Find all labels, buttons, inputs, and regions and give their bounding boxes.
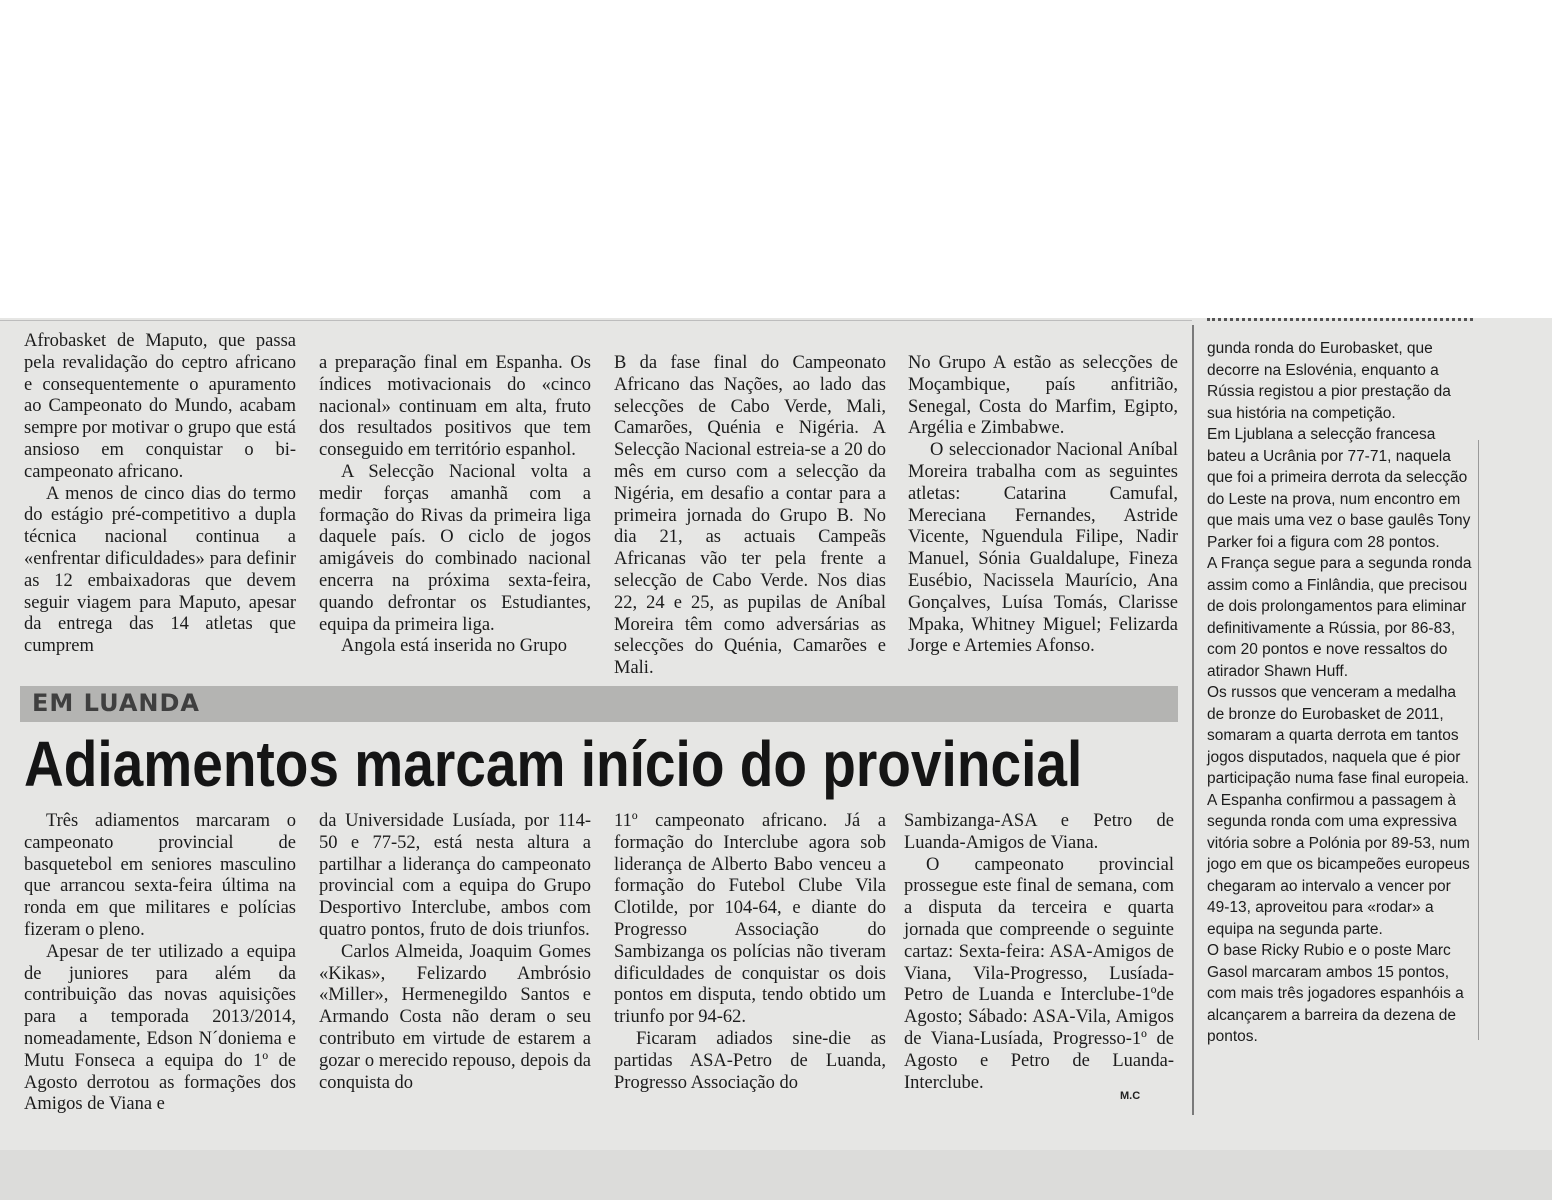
bottom-column-4 — [904, 811, 1174, 1094]
paragraph: No Grupo A estão as selecções de Moçambique, país anfitrião, Senegal, Costa do Marfim, Egipto, Argélia e Zimbabwe. — [908, 353, 1178, 439]
edge-divider — [1478, 440, 1479, 1040]
paragraph: a preparação final em Espanha. Os índices motivacionais do «cinco nacional» continuam em alta, fruto dos resultados positivos que tem conseguido em território espanhol. — [319, 353, 591, 461]
paragraph: Em Ljublana a selecção francesa bateu a Ucrânia por 77-71, naquela que foi a primeira derrota da selecção do Leste na prova, num encontro em que mais uma vez o base gaulês Tony Parker foi a figura com 28 pontos. — [1207, 426, 1471, 551]
paragraph: Carlos Almeida, Joaquim Gomes «Kikas», Felizardo Ambrósio «Miller», Hermenegildo Santos e Armando Costa não deram o seu contributo em virtude de estarem a gozar o merecido repouso, depois da conquista do — [319, 941, 591, 1093]
side-column — [1207, 338, 1475, 1048]
paragraph: A França segue para a segunda ronda assim como a Finlândia, que precisou de dois prolongamentos para eliminar definitivamente a Rússia, por 86-83, com 20 pontos e nove ressaltos do atirador Shawn Huff. — [1207, 555, 1472, 680]
paragraph: Afrobasket de Maputo, que passa pela revalidação do ceptro africano e consequentemente o apuramento ao Campeonato do Mundo, acabam sempre por motivar o grupo que está ansioso em conquistar o bi-campeonato africano. — [24, 331, 296, 482]
paragraph: B da fase final do Campeonato Africano das Nações, ao lado das selecções de Cabo Verde, Mali, Camarões, Quénia e Nigéria. A Selecção Nacional estreia-se a 20 do mês em curso com a selecção da Nigéria, em desafio a contar para a primeira jornada do Grupo B. No dia 21, as actuais Campeãs Africanas vão ter pela frente a selecção de Cabo Verde. Nos dias 22, 24 e 25, as pupilas de Aníbal Moreira têm como adversárias as selecções do Quénia, Camarões e Mali. — [614, 353, 886, 679]
paragraph: A Espanha confirmou a passagem à segunda ronda com uma expressiva vitória sobre a Polónia por 89-53, num jogo em que os bicampeões europeus chegaram ao intervalo a vencer por 49-13, aproveitou para «rodar» a equipa na segunda parte. — [1207, 791, 1470, 938]
section-kicker: EM LUANDA — [32, 689, 200, 717]
paragraph: Apesar de ter utilizado a equipa de juniores para além da contribuição das novas aquisições para a temporada 2013/2014, nomeadamente, Edson N´doniema e Mutu Fonseca a equipa do 1º de Agosto derrotou as formações dos Amigos de Viana e — [24, 941, 296, 1115]
paragraph: Três adiamentos marcaram o campeonato provincial de basquetebol em seniores masculino que arrancou sexta-feira última na ronda em que militares e polícias fizeram o pleno. — [24, 811, 296, 940]
paragraph: A Selecção Nacional volta a medir forças amanhã com a formação do Rivas da primeira liga daquele país. O ciclo de jogos amigáveis do combinado nacional encerra na próxima sexta-feira, quando defrontar os Estudiantes, equipa da primeira liga. — [319, 461, 591, 635]
paragraph: A menos de cinco dias do termo do estágio pré-competitivo a dupla técnica nacional continua a «enfrentar dificuldades» para definir as 12 embaixadoras que devem seguir viagem para Maputo, apesar da entrega das 14 atletas que cumprem — [24, 483, 296, 657]
top-divider — [0, 320, 1192, 321]
paragraph: Os russos que venceram a medalha de bronze do Eurobasket de 2011, somaram a quarta derrota em tantos jogos disputados, naquela que é pior participação numa fase final europeia. — [1207, 684, 1469, 787]
top-column-2 — [319, 353, 591, 658]
paragraph: O seleccionador Nacional Aníbal Moreira trabalha com as seguintes atletas: Catarina Camufal, Mereciana Fernandes, Astride Vicente, Nguendula Filipe, Nadir Manuel, Sónia Gualdalupe, Fineza Eusébio, Nacissela Maurício, Ana Gonçalves, Luísa Tomás, Clarisse Mpaka, Whitney Miguel; Felizarda Jorge e Artemies Afonso. — [908, 440, 1178, 657]
paragraph: O base Ricky Rubio e o poste Marc Gasol marcaram ambos 15 pontos, com mais três jogadores espanhóis a alcançarem a barreira da dezena de pontos. — [1207, 942, 1464, 1045]
paragraph: da Universidade Lusíada, por 114-50 e 77-52, está nesta altura a partilhar a liderança do campeonato provincial com a equipa do Grupo Desportivo Interclube, ambos com quatro pontos, fruto de dois triunfos. — [319, 811, 591, 940]
top-column-1 — [24, 331, 296, 658]
clipping-bottom-edge — [0, 1150, 1552, 1200]
column-divider — [1192, 325, 1194, 1115]
top-column-4 — [908, 353, 1178, 658]
cut-text-fragment — [1207, 318, 1473, 331]
bottom-column-2 — [319, 811, 591, 1094]
bottom-column-1 — [24, 811, 296, 1116]
article-headline: Adiamentos marcam início do provincial — [24, 728, 1083, 800]
author-signature: M.C — [1120, 1090, 1141, 1102]
paragraph: O campeonato provincial prossegue este final de semana, com a disputa da terceira e quarta jornada que compreende o seguinte cartaz: Sexta-feira: ASA-Amigos de Viana, Vila-Progresso, Lusíada-Petro de Luanda e Interclube-1ºde Agosto; Sábado: ASA-Vila, Amigos de Viana-Lusíada, Progresso-1º de Agosto e Petro de Luanda-Interclube. — [904, 854, 1174, 1093]
paragraph: 11º campeonato africano. Já a formação do Interclube agora sob liderança de Alberto Babo venceu a formação do Futebol Clube Vila Clotilde, por 104-64, e diante do Progresso Associação do Sambizanga os polícias não tiveram dificuldades de conquistar os dois pontos em disputa, tendo obtido um triunfo por 94-62. — [614, 811, 886, 1028]
paragraph: Sambizanga-ASA e Petro de Luanda-Amigos de Viana. — [904, 811, 1174, 853]
paragraph: Ficaram adiados sine-die as partidas ASA-Petro de Luanda, Progresso Associação do — [614, 1028, 886, 1093]
top-column-3 — [614, 353, 886, 680]
paragraph: gunda ronda do Eurobasket, que decorre na Eslovénia, enquanto a Rússia registou a pior prestação da sua história na competição. — [1207, 340, 1451, 422]
bottom-column-3 — [614, 811, 886, 1094]
paragraph: Angola está inserida no Grupo — [341, 636, 568, 657]
